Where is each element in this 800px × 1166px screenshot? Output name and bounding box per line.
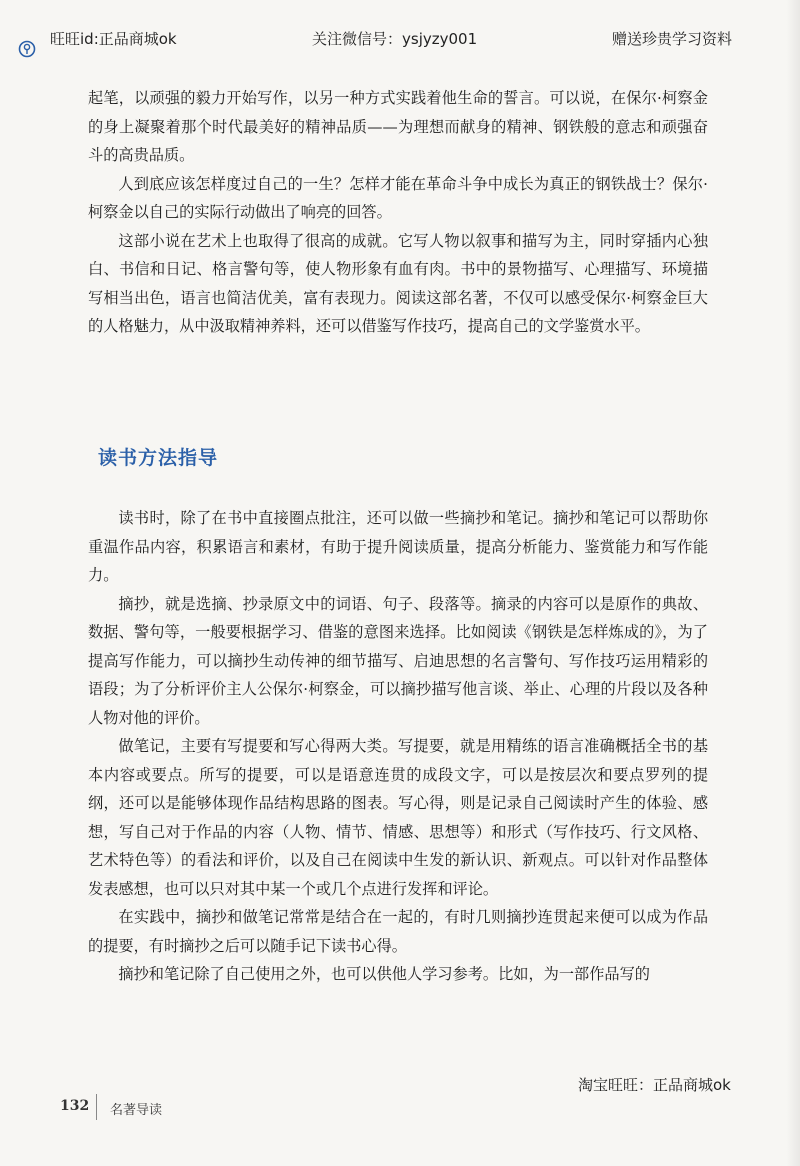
paragraph: 人到底应该怎样度过自己的一生？怎样才能在革命斗争中成长为真正的钢铁战士？保尔·柯察金以自己的实际行动做出了响亮的回答。 bbox=[88, 174, 708, 221]
running-title: 名著导读 bbox=[110, 1103, 163, 1118]
body-text-bottom bbox=[88, 504, 708, 989]
footer-watermark: 淘宝旺旺：正品商城ok bbox=[578, 1076, 731, 1094]
watermark-center: 关注微信号：ysjyzy001 bbox=[312, 30, 478, 48]
page-edge-shadow bbox=[786, 0, 800, 1166]
watermark-left: 旺旺id:正品商城ok bbox=[50, 30, 177, 48]
paragraph: 摘抄和笔记除了自己使用之外，也可以供他人学习参考。比如，为一部作品写的 bbox=[118, 965, 650, 983]
paragraph: 这部小说在艺术上也取得了很高的成就。它写人物以叙事和描写为主，同时穿插内心独白、书信和日记、格言警句等，使人物形象有血有肉。书中的景物描写、心理描写、环境描写相当出色，语言也简洁优美，富有表现力。阅读这部名著，不仅可以感受保尔·柯察金巨大的人格魅力，从中汲取精神养料，还可以借鉴写作技巧，提高自己的文学鉴赏水平。 bbox=[88, 231, 708, 335]
paragraph: 读书时，除了在书中直接圈点批注，还可以做一些摘抄和笔记。摘抄和笔记可以帮助你重温作品内容，积累语言和素材，有助于提升阅读质量，提高分析能力、鉴赏能力和写作能力。 bbox=[88, 509, 708, 584]
page-number: 132 bbox=[60, 1098, 90, 1114]
paragraph: 在实践中，摘抄和做笔记常常是结合在一起的，有时几则摘抄连贯起来便可以成为作品的提要，有时摘抄之后可以随手记下读书心得。 bbox=[88, 908, 708, 955]
paragraph: 摘抄，就是选摘、抄录原文中的词语、句子、段落等。摘录的内容可以是原作的典故、数据、警句等，一般要根据学习、借鉴的意图来选择。比如阅读《钢铁是怎样炼成的》，为了提高写作能力，可以摘抄生动传神的细节描写、启迪思想的名言警句、写作技巧运用精彩的语段；为了分析评价主人公保尔·柯察金，可以摘抄描写他言谈、举止、心理的片段以及各种人物对他的评价。 bbox=[88, 594, 708, 727]
publisher-logo-icon bbox=[18, 40, 36, 58]
body-text-top bbox=[88, 84, 708, 341]
footer-divider bbox=[96, 1094, 97, 1120]
paragraph: 做笔记，主要有写提要和写心得两大类。写提要，就是用精练的语言准确概括全书的基本内容或要点。所写的提要，可以是语意连贯的成段文字，可以是按层次和要点罗列的提纲，还可以是能够体现作品结构思路的图表。写心得，则是记录自己阅读时产生的体验、感想，写自己对于作品的内容（人物、情节、情感、思想等）和形式（写作技巧、行文风格、艺术特色等）的看法和评价，以及自己在阅读中生发的新认识、新观点。可以针对作品整体发表感想，也可以只对其中某一个或几个点进行发挥和评论。 bbox=[88, 737, 708, 898]
section-heading: 读书方法指导 bbox=[98, 447, 219, 469]
watermark-right: 赠送珍贵学习资料 bbox=[612, 30, 733, 48]
paragraph: 起笔，以顽强的毅力开始写作，以另一种方式实践着他生命的誓言。可以说，在保尔·柯察金的身上凝聚着那个时代最美好的精神品质——为理想而献身的精神、钢铁般的意志和顽强奋斗的高贵品质。 bbox=[88, 89, 708, 164]
